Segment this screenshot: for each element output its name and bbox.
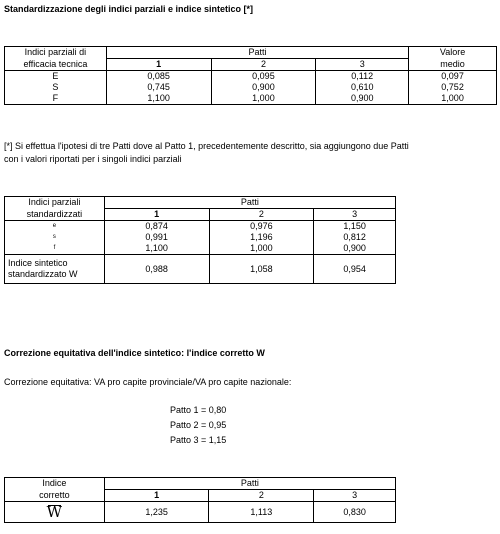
w-letter: W bbox=[46, 502, 63, 521]
cell-value: 0,900 bbox=[211, 82, 316, 93]
sintetico-label-line-2: standardizzato W bbox=[8, 269, 78, 279]
cell-value: 1,100 bbox=[104, 243, 209, 255]
table1-col-label: 1 bbox=[106, 59, 211, 71]
cell-value: 0,900 bbox=[314, 243, 396, 255]
row-symbol: f bbox=[5, 243, 105, 255]
table2-header-left-1: Indici parziali bbox=[5, 197, 105, 209]
sintetico-label bbox=[5, 255, 105, 284]
w-bar-symbol-cell bbox=[5, 502, 105, 523]
table-row bbox=[5, 82, 497, 93]
cell-value: 0,991 bbox=[104, 232, 209, 243]
section-title-correzione: Correzione equitativa dell'indice sintetico: l'indice corretto W bbox=[4, 348, 265, 358]
corretto-value: 0,830 bbox=[314, 502, 396, 523]
row-symbol: e bbox=[5, 221, 105, 233]
table-indici-standardizzati bbox=[4, 196, 396, 284]
table-row bbox=[5, 232, 396, 243]
table3-col-label: 3 bbox=[314, 490, 396, 502]
row-label: E bbox=[5, 71, 107, 83]
sintetico-value: 0,988 bbox=[104, 255, 209, 284]
table-row bbox=[5, 221, 396, 233]
w-bar-symbol bbox=[46, 502, 63, 521]
overline bbox=[48, 505, 61, 506]
sintetico-label-line-1: Indice sintetico bbox=[8, 258, 68, 268]
row-symbol: s bbox=[5, 232, 105, 243]
row-label: F bbox=[5, 93, 107, 105]
cell-mean: 1,000 bbox=[409, 93, 497, 105]
cell-value: 0,095 bbox=[211, 71, 316, 83]
table1-valore-label-1: Valore bbox=[409, 47, 497, 59]
cell-value: 0,745 bbox=[106, 82, 211, 93]
cell-mean: 0,752 bbox=[409, 82, 497, 93]
patto-factor: Patto 2 = 0,95 bbox=[170, 420, 227, 430]
table3-col-label: 2 bbox=[209, 490, 314, 502]
cell-value: 0,085 bbox=[106, 71, 211, 83]
correction-text: Correzione equitativa: VA pro capite provinciale/VA pro capite nazionale: bbox=[4, 377, 292, 387]
corretto-value: 1,235 bbox=[104, 502, 209, 523]
table3-header-left-2: corretto bbox=[5, 490, 105, 502]
table1-col-label: 3 bbox=[316, 59, 409, 71]
cell-value: 1,100 bbox=[106, 93, 211, 105]
footnote-line-2: con i valori riportati per i singoli indici parziali bbox=[4, 154, 182, 164]
table2-col-label: 1 bbox=[104, 209, 209, 221]
section-title-standardizzazione: Standardizzazione degli indici parziali e indice sintetico [*] bbox=[4, 4, 254, 14]
cell-value: 0,874 bbox=[104, 221, 209, 233]
corretto-value: 1,113 bbox=[209, 502, 314, 523]
sintetico-value: 1,058 bbox=[209, 255, 314, 284]
table-row bbox=[5, 93, 497, 105]
table3-header-left-1: Indice bbox=[5, 478, 105, 490]
table-indice-corretto bbox=[4, 477, 396, 523]
cell-value: 0,610 bbox=[316, 82, 409, 93]
table-row bbox=[5, 243, 396, 255]
table2-col-label: 2 bbox=[209, 209, 314, 221]
cell-value: 1,196 bbox=[209, 232, 314, 243]
patto-factor: Patto 1 = 0,80 bbox=[170, 405, 227, 415]
footnote-line-1: [*] Si effettua l'ipotesi di tre Patti dove al Patto 1, precedentemente descritto, sia aggiungono due Patti bbox=[4, 141, 409, 151]
table3-patti-label: Patti bbox=[104, 478, 395, 490]
table1-patti-label: Patti bbox=[106, 47, 408, 59]
table-row bbox=[5, 255, 396, 284]
table2-header-left-2: standardizzati bbox=[5, 209, 105, 221]
cell-value: 0,112 bbox=[316, 71, 409, 83]
table-row bbox=[5, 502, 396, 523]
table1-header-left-1: Indici parziali di bbox=[5, 47, 107, 59]
row-label: S bbox=[5, 82, 107, 93]
cell-value: 1,150 bbox=[314, 221, 396, 233]
table1-valore-label-2: medio bbox=[409, 59, 497, 71]
patto-factor: Patto 3 = 1,15 bbox=[170, 435, 227, 445]
table1-header-left-2: efficacia tecnica bbox=[5, 59, 107, 71]
table-row bbox=[5, 71, 497, 83]
cell-value: 0,900 bbox=[316, 93, 409, 105]
table3-col-label: 1 bbox=[104, 490, 209, 502]
cell-value: 1,000 bbox=[209, 243, 314, 255]
cell-value: 1,000 bbox=[211, 93, 316, 105]
table2-col-label: 3 bbox=[314, 209, 396, 221]
sintetico-value: 0,954 bbox=[314, 255, 396, 284]
table2-patti-label: Patti bbox=[104, 197, 395, 209]
table-indici-parziali bbox=[4, 46, 497, 105]
cell-value: 0,976 bbox=[209, 221, 314, 233]
cell-value: 0,812 bbox=[314, 232, 396, 243]
cell-mean: 0,097 bbox=[409, 71, 497, 83]
table1-col-label: 2 bbox=[211, 59, 316, 71]
